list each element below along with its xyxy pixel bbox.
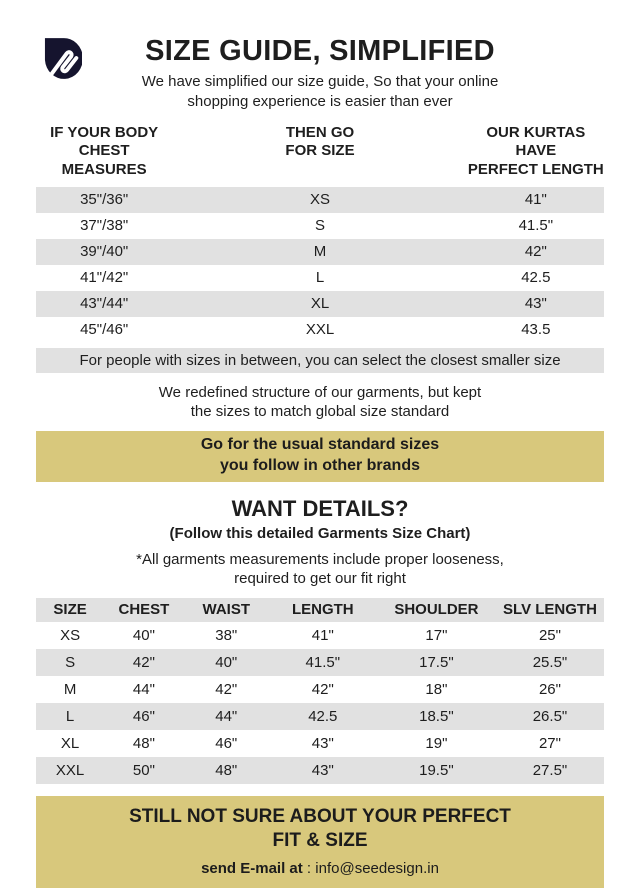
cell-size: XS xyxy=(309,191,330,209)
cell-chest: 39"/40" xyxy=(80,243,129,261)
table-row xyxy=(36,239,604,265)
cell-slv-length: 25" xyxy=(538,626,561,644)
cell-waist: 48" xyxy=(215,761,238,779)
cell-waist: 46" xyxy=(215,734,238,752)
cell-size: XS xyxy=(60,626,81,644)
cell-length: 42.5 xyxy=(521,269,551,287)
cell-size: XXL xyxy=(305,321,335,339)
table-row xyxy=(36,622,604,649)
standard-sizes-banner xyxy=(36,431,604,482)
detail-table-header-row xyxy=(36,598,604,622)
header-line: PERFECT LENGTH xyxy=(467,161,604,179)
column-header-kurta-length xyxy=(468,124,604,180)
cell-waist: 40" xyxy=(215,653,238,671)
email-label: send E-mail at xyxy=(201,859,303,877)
want-details-subheading: (Follow this detailed Garments Size Chart) xyxy=(169,524,471,542)
cell-waist: 42" xyxy=(215,680,238,698)
column-header-slv-length: SLV LENGTH xyxy=(503,601,597,619)
table-row xyxy=(36,757,604,784)
email-address: info@seedesign.in xyxy=(315,859,439,877)
page-subtitle xyxy=(36,72,604,110)
in-between-sizes-note: For people with sizes in between, you can select the closest smaller size xyxy=(36,348,604,373)
note-line: required to get our fit right xyxy=(234,570,406,588)
email-separator: : xyxy=(302,859,316,877)
subtitle-line-2: shopping experience is easier than ever xyxy=(187,92,453,110)
cell-size: M xyxy=(313,243,327,261)
cell-length: 43" xyxy=(311,761,334,779)
table-row xyxy=(36,187,604,213)
cell-chest: 50" xyxy=(132,761,155,779)
banner-line: Go for the usual standard sizes xyxy=(200,435,440,453)
column-header-chest: CHEST xyxy=(118,601,170,619)
detailed-garments-size-table xyxy=(36,598,604,784)
table-row xyxy=(36,265,604,291)
header-line: IF YOUR BODY xyxy=(50,123,159,141)
cell-shoulder: 17.5" xyxy=(419,653,454,671)
column-header-go-for-size xyxy=(172,124,467,180)
banner-line: you follow in other brands xyxy=(220,456,420,474)
cell-length: 43" xyxy=(524,295,547,313)
subtitle-line-1: We have simplified our size guide, So that your online xyxy=(141,73,499,91)
cell-chest: 37"/38" xyxy=(80,217,129,235)
cell-shoulder: 17" xyxy=(425,626,448,644)
cell-size: XL xyxy=(60,734,80,752)
simple-size-table xyxy=(36,124,604,373)
cell-chest: 42" xyxy=(132,653,155,671)
column-header-chest-measures xyxy=(36,124,172,180)
simple-table-header-row xyxy=(36,124,604,180)
looseness-note xyxy=(36,550,604,589)
table-row xyxy=(36,291,604,317)
cell-chest: 40" xyxy=(132,626,155,644)
cell-size: S xyxy=(65,653,76,671)
table-row xyxy=(36,676,604,703)
cell-chest: 43"/44" xyxy=(80,295,129,313)
cell-size: S xyxy=(314,217,325,235)
header-line: OUR KURTAS HAVE xyxy=(486,123,586,160)
cell-chest: 45"/46" xyxy=(80,321,129,339)
contact-banner xyxy=(36,796,604,888)
cell-length: 43" xyxy=(311,734,334,752)
cell-chest: 46" xyxy=(132,707,155,725)
note-line: the sizes to match global size standard xyxy=(190,403,450,421)
column-header-waist: WAIST xyxy=(202,601,251,619)
cell-slv-length: 26.5" xyxy=(532,707,568,725)
cell-length: 41" xyxy=(524,191,547,209)
cell-waist: 44" xyxy=(215,707,238,725)
brand-logo-icon xyxy=(44,37,82,81)
cell-size: L xyxy=(315,269,325,287)
table-row xyxy=(36,317,604,343)
table-row xyxy=(36,649,604,676)
table-row xyxy=(36,703,604,730)
cell-shoulder: 18" xyxy=(425,680,448,698)
cell-length: 42.5 xyxy=(308,707,338,725)
note-line: We redefined structure of our garments, but kept xyxy=(158,383,482,401)
column-header-size: SIZE xyxy=(53,601,87,619)
column-header-shoulder: SHOULDER xyxy=(394,601,479,619)
cell-shoulder: 19.5" xyxy=(419,761,454,779)
cell-length: 43.5 xyxy=(521,321,551,339)
cell-slv-length: 27.5" xyxy=(532,761,568,779)
cell-slv-length: 27" xyxy=(538,734,561,752)
cell-length: 42" xyxy=(311,680,334,698)
simple-table-body xyxy=(36,187,604,343)
cell-waist: 38" xyxy=(215,626,238,644)
cell-size: M xyxy=(63,680,77,698)
detail-table-body xyxy=(36,622,604,784)
want-details-heading: WANT DETAILS? xyxy=(231,495,409,521)
header xyxy=(36,35,604,111)
header-line: CHEST MEASURES xyxy=(61,142,147,179)
cell-length: 41.5" xyxy=(305,653,341,671)
cell-slv-length: 26" xyxy=(538,680,561,698)
cell-chest: 41"/42" xyxy=(80,269,129,287)
cell-shoulder: 18.5" xyxy=(419,707,454,725)
cell-chest: 35"/36" xyxy=(80,191,129,209)
table-row xyxy=(36,730,604,757)
cell-chest: 48" xyxy=(132,734,155,752)
redefined-structure-note xyxy=(36,383,604,422)
table-row xyxy=(36,213,604,239)
cell-size: L xyxy=(65,707,75,725)
cell-chest: 44" xyxy=(132,680,155,698)
cell-length: 42" xyxy=(524,243,547,261)
cell-size: XXL xyxy=(55,761,85,779)
cell-size: XL xyxy=(310,295,330,313)
banner-line: STILL NOT SURE ABOUT YOUR PERFECT xyxy=(129,805,511,827)
header-line: THEN GO xyxy=(285,123,355,141)
banner-line: FIT & SIZE xyxy=(272,830,368,852)
page-title: SIZE GUIDE, SIMPLIFIED xyxy=(145,35,495,67)
cell-length: 41.5" xyxy=(518,217,554,235)
header-line: FOR SIZE xyxy=(285,142,355,160)
column-header-length: LENGTH xyxy=(291,601,354,619)
note-line: *All garments measurements include proper looseness, xyxy=(136,550,504,568)
email-line xyxy=(36,860,604,877)
cell-length: 41" xyxy=(311,626,334,644)
brand-logo-shape xyxy=(44,37,82,81)
cell-slv-length: 25.5" xyxy=(532,653,568,671)
cell-shoulder: 19" xyxy=(425,734,448,752)
